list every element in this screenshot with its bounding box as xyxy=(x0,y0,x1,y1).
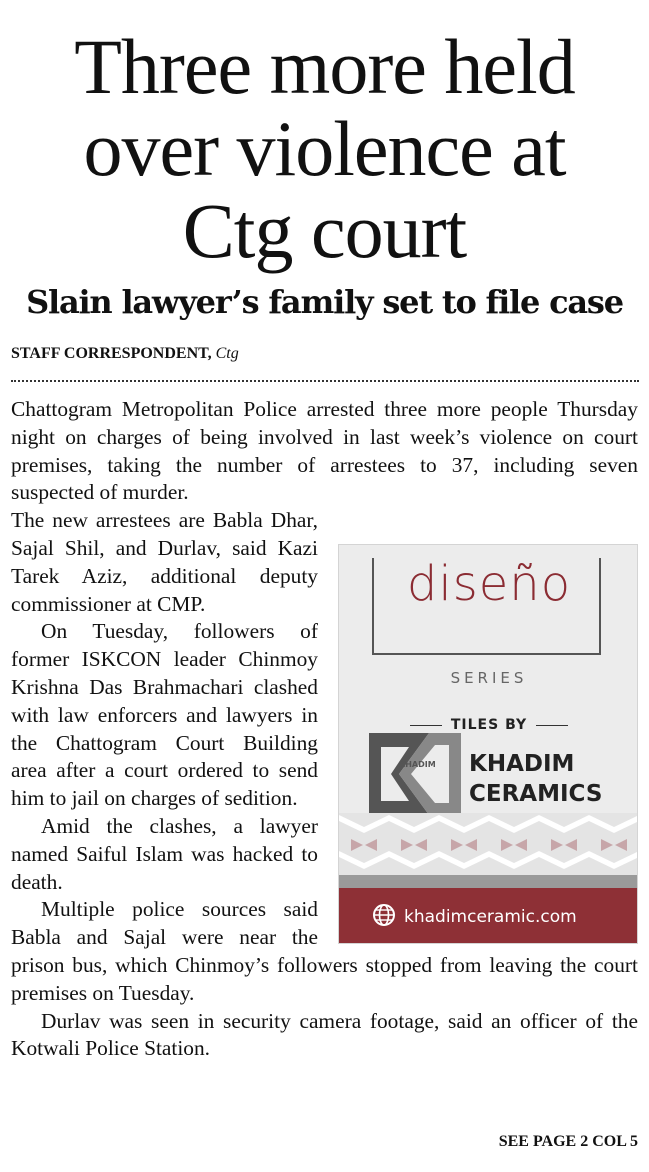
byline-name: STAFF CORRESPONDENT, xyxy=(11,345,212,362)
khadim-ceramics-advertisement[interactable] xyxy=(338,544,638,944)
byline xyxy=(11,345,239,363)
website-bar[interactable] xyxy=(339,888,638,944)
dotted-divider xyxy=(11,380,639,382)
logo-text: KHADIM xyxy=(399,760,436,770)
company-name-line: CERAMICS xyxy=(469,781,603,808)
company-name xyxy=(469,749,602,809)
paragraph: Chattogram Metropolitan Police arrested three more people Thursday night on charges of being involved in last week’s violence on court premises, taking the number of arrestees to 37, including seven suspected of murder. xyxy=(11,397,638,505)
company-name-line: KHADIM xyxy=(469,751,575,778)
globe-icon xyxy=(372,903,396,927)
article-body xyxy=(11,396,638,1063)
headline xyxy=(0,23,649,274)
paragraph: Durlav was seen in security camera footage, said an officer of the Kotwali Police Station. xyxy=(11,1008,638,1061)
subheadline: Slain lawyer’s family set to file case xyxy=(26,283,623,321)
khadim-logo-icon xyxy=(369,733,461,815)
headline-line: Ctg court xyxy=(182,187,467,274)
tiles-by-label: TILES BY xyxy=(339,712,638,740)
paragraph: The new arrestees are Babla Dhar, Sajal Shil, and Durlav, said Kazi Tarek Aziz, additional deputy commissioner at CMP. xyxy=(11,508,318,616)
headline-line: Three more held xyxy=(74,23,575,110)
byline-location: Ctg xyxy=(215,345,239,362)
paragraph: Amid the clashes, a lawyer named Saiful Islam was hacked to death. xyxy=(11,813,318,894)
website-link[interactable]: khadimceramic.com xyxy=(404,907,577,928)
series-label: SERIES xyxy=(450,669,528,688)
paragraph: Multiple police sources said Babla and Sajal were near the prison bus, which Chinmoy’s followers stopped from leaving the court premises on Tuesday. xyxy=(11,897,638,1005)
continuation-note: SEE PAGE 2 COL 5 xyxy=(498,1133,638,1150)
brand-name: diseño xyxy=(406,556,572,613)
tile-pattern xyxy=(339,813,638,888)
headline-line: over violence at xyxy=(83,105,566,192)
paragraph: On Tuesday, followers of former ISKCON leader Chinmoy Krishna Das Brahmachari clashed with law enforcers and lawyers in the Chattogram Court Building area after a court ordered to send him to jail on charges of sedition. xyxy=(11,619,318,811)
